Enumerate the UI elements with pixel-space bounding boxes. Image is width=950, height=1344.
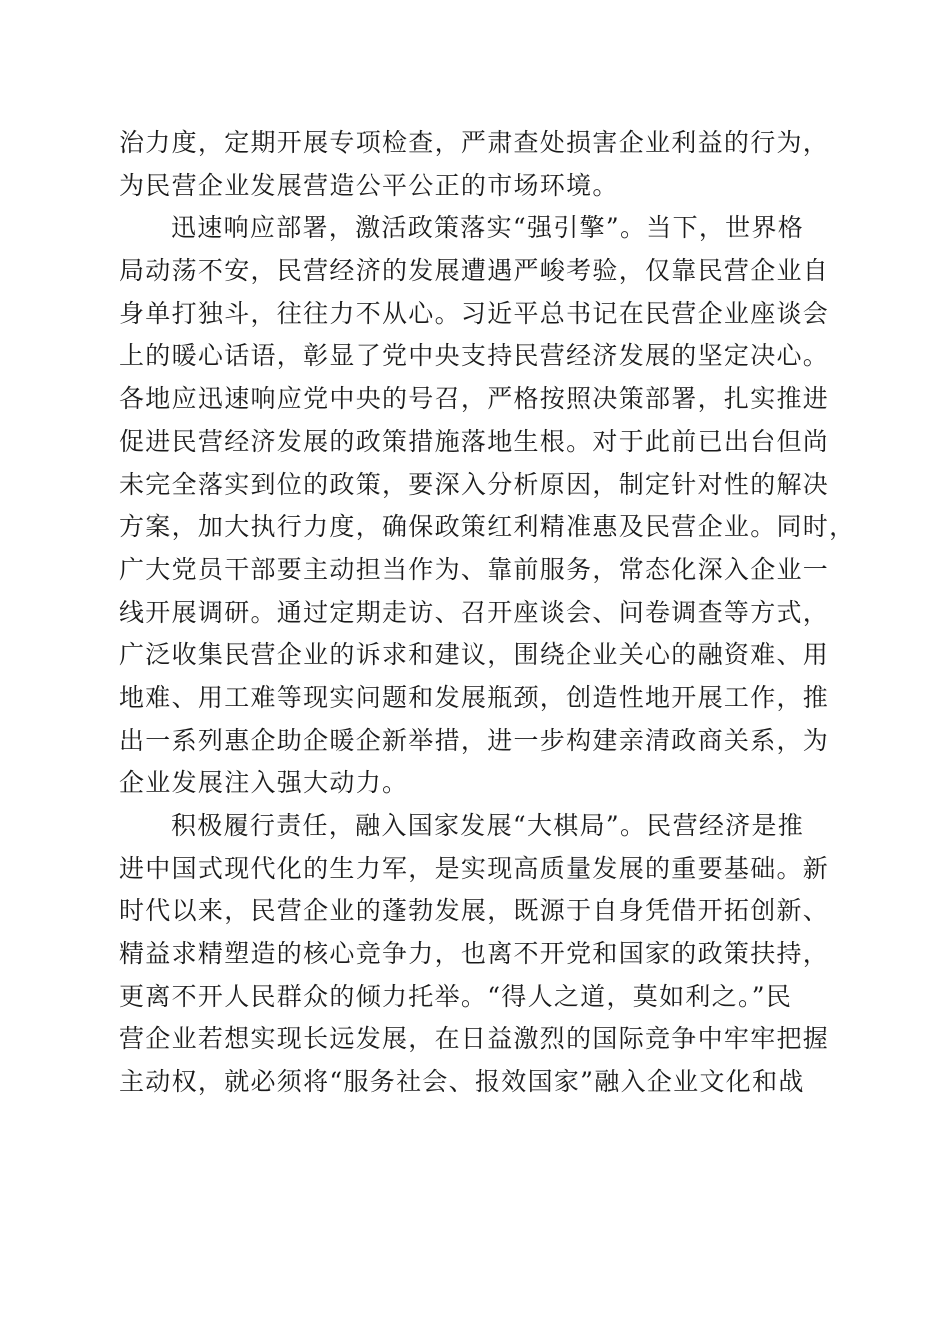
text-line: 地难、用工难等现实问题和发展瓶颈，创造性地开展工作，推 [119, 682, 830, 712]
text-line: 未完全落实到位的政策，要深入分析原因，制定针对性的解决 [119, 469, 830, 499]
text-line: 进中国式现代化的生力军，是实现高质量发展的重要基础。新 [119, 853, 830, 883]
text-line: 局动荡不安，民营经济的发展遭遇严峻考验，仅靠民营企业自 [119, 256, 830, 286]
text-line: 各地应迅速响应党中央的号召，严格按照决策部署，扎实推进 [119, 384, 830, 414]
text-line: 精益求精塑造的核心竞争力，也离不开党和国家的政策扶持， [119, 939, 830, 969]
text-line: 营企业若想实现长远发展，在日益激烈的国际竞争中牢牢把握 [119, 1024, 830, 1054]
text-line: 时代以来，民营企业的蓬勃发展，既源于自身凭借开拓创新、 [119, 896, 830, 926]
text-line: 为民营企业发展营造公平公正的市场环境。 [119, 170, 619, 200]
text-line: 主动权，就必须将“服务社会、报效国家”融入企业文化和战 [119, 1067, 805, 1097]
text-line: 广大党员干部要主动担当作为、靠前服务，常态化深入企业一 [119, 554, 830, 584]
text-line: 治力度，定期开展专项检查，严肃查处损害企业利益的行为， [119, 128, 830, 157]
text-line: 身单打独斗，往往力不从心。习近平总书记在民营企业座谈会 [119, 298, 830, 328]
text-line: 线开展调研。通过定期走访、召开座谈会、问卷调查等方式， [119, 597, 830, 627]
text-line: 上的暖心话语，彰显了党中央支持民营经济发展的坚定决心。 [119, 341, 830, 371]
text-line: 出一系列惠企助企暖企新举措，进一步构建亲清政商关系，为 [119, 725, 830, 755]
text-line: 企业发展注入强大动力。 [119, 768, 409, 798]
body-text [119, 122, 856, 1104]
text-line: 方案，加大执行力度，确保政策红利精准惠及民营企业。同时， [119, 512, 856, 542]
text-line: 更离不开人民群众的倾力托举。“得人之道，莫如利之。”民 [119, 981, 793, 1011]
paragraph-start-line: 迅速响应部署，激活政策落实“强引擎”。当下，世界格 [171, 213, 805, 243]
text-line: 促进民营经济发展的政策措施落地生根。对于此前已出台但尚 [119, 426, 830, 456]
paragraph-start-line: 积极履行责任，融入国家发展“大棋局”。民营经济是推 [171, 811, 805, 840]
text-line: 广泛收集民营企业的诉求和建议，围绕企业关心的融资难、用 [119, 640, 830, 670]
